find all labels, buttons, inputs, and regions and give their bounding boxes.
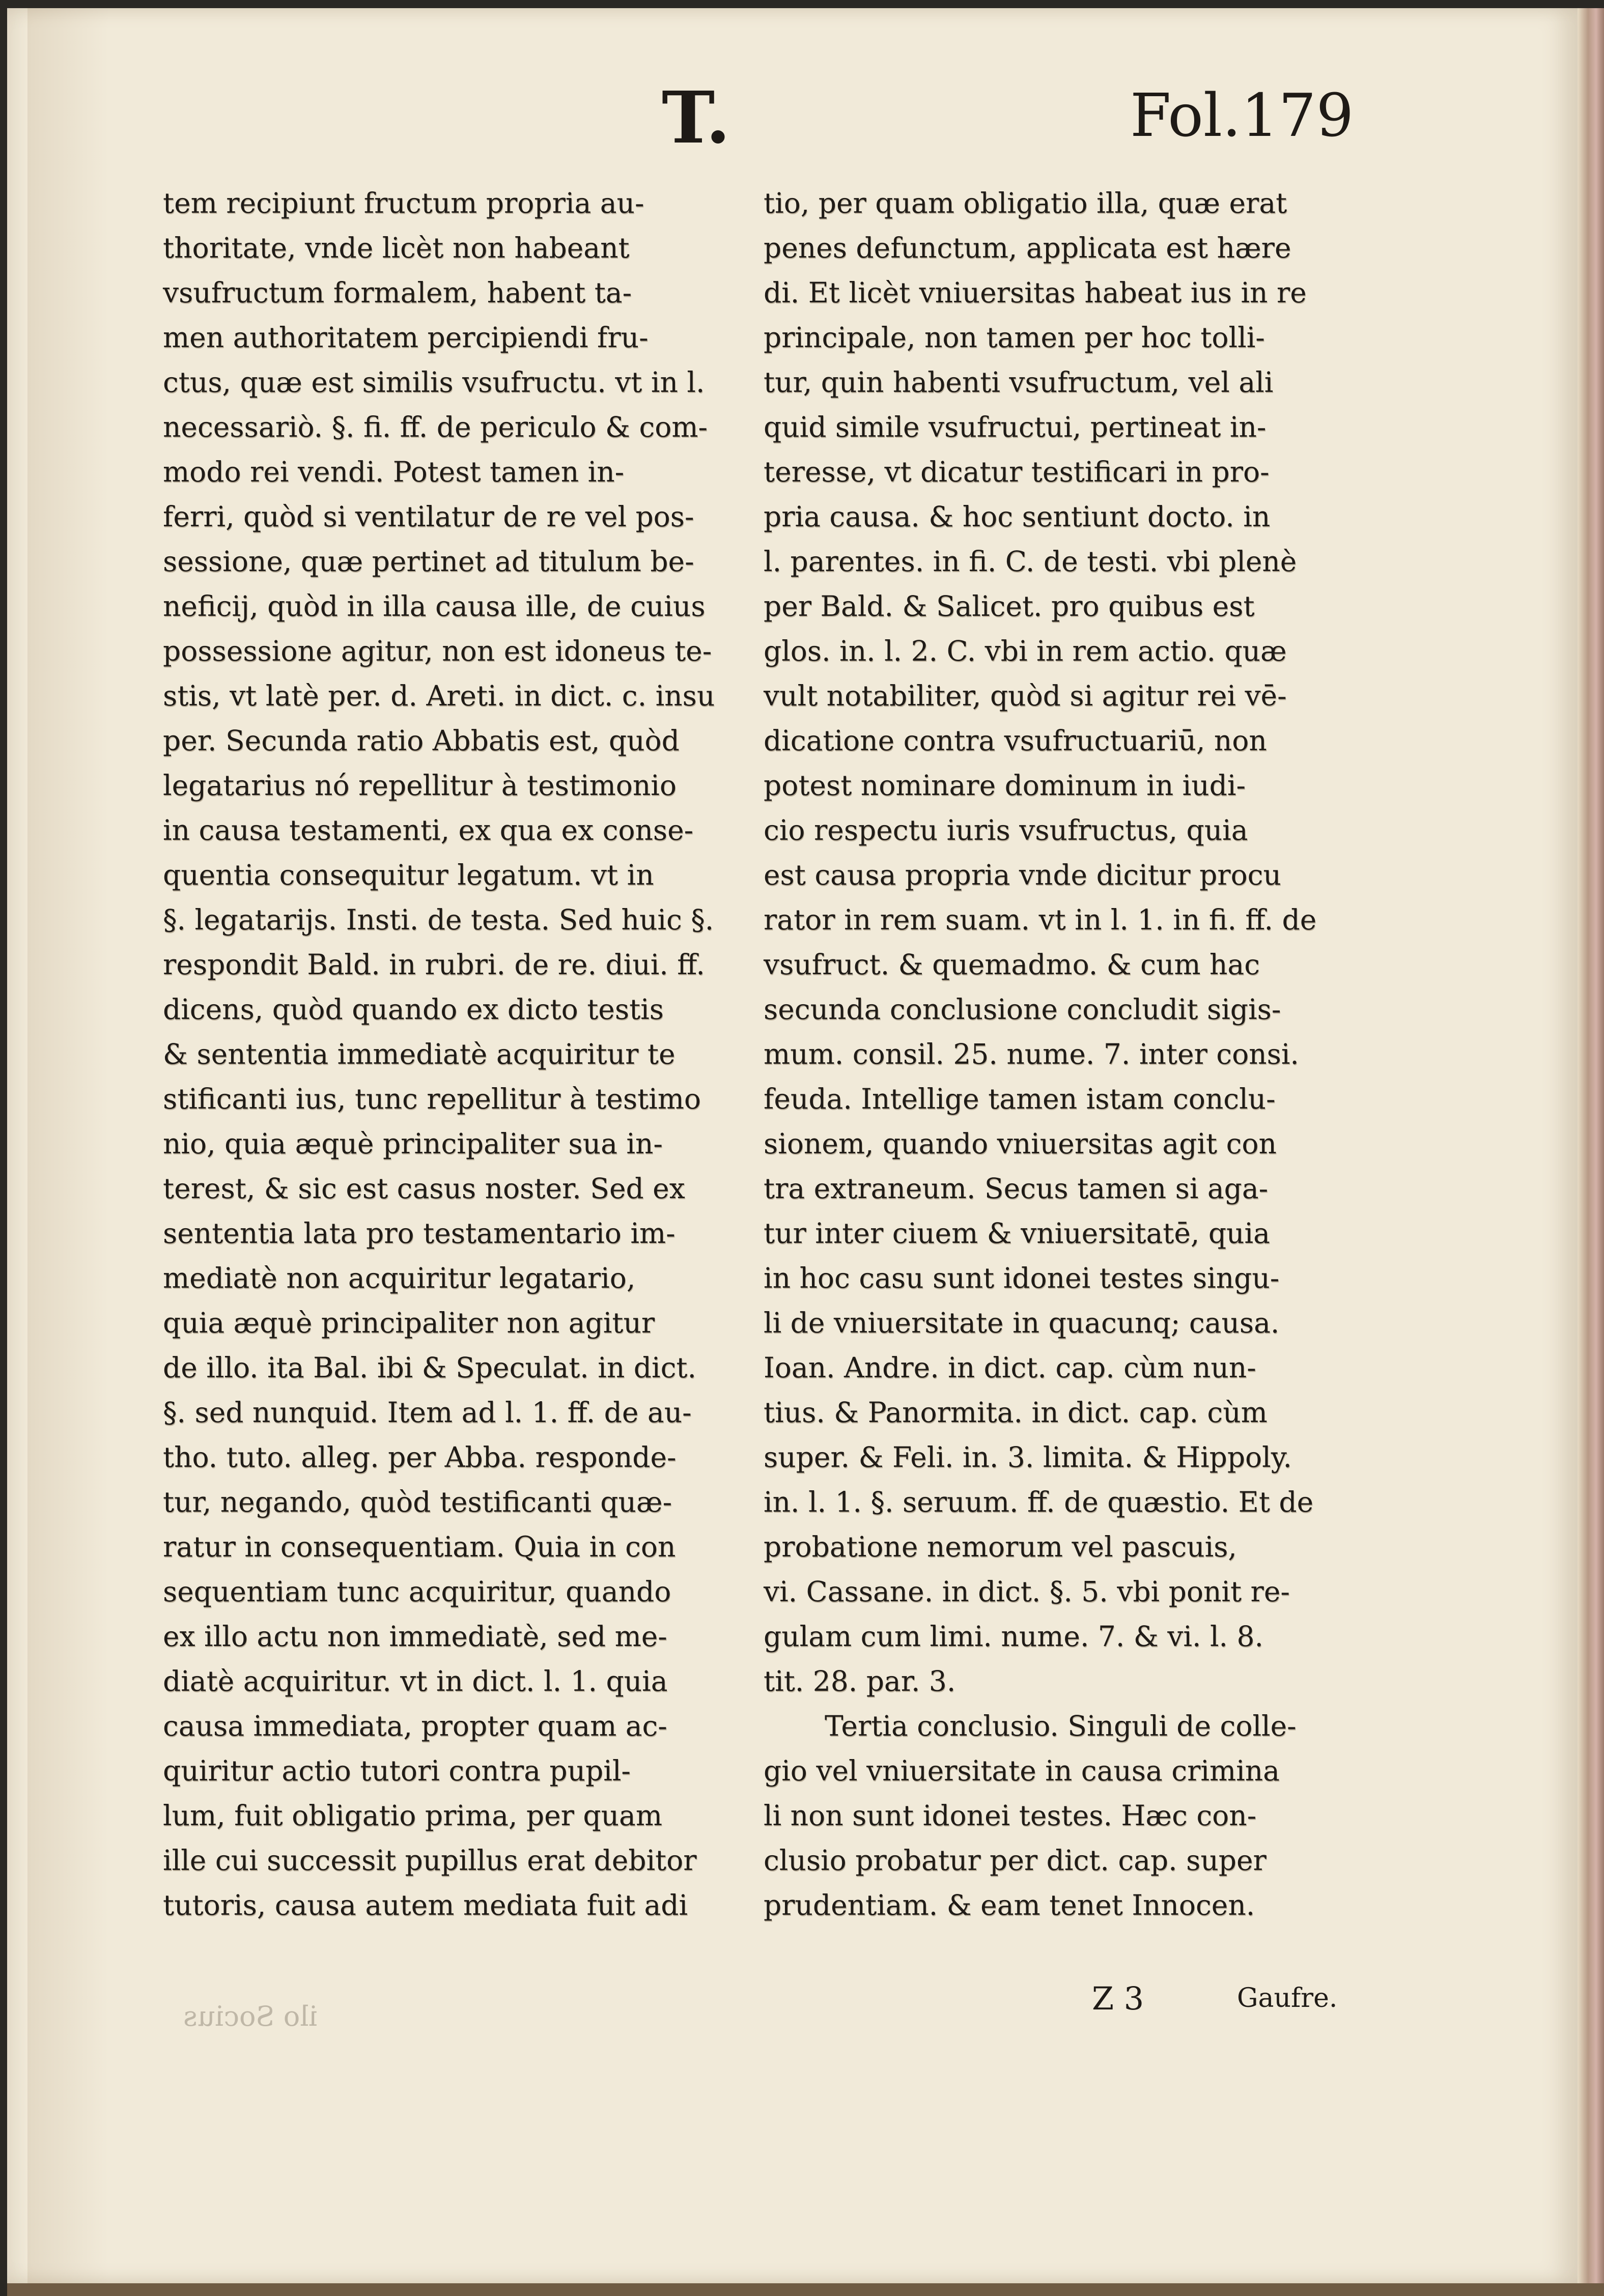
text-line: ctus, quæ est similis vsufructu. vt in l. (163, 366, 705, 399)
text-line: tutoris, causa autem mediata fuit adi (163, 1889, 688, 1921)
text-line: tem recipiunt fructum propria au- (163, 187, 644, 219)
text-line: tur, quin habenti vsufructum, vel ali (764, 366, 1274, 399)
text-line: sionem, quando vniuersitas agit con (764, 1127, 1277, 1160)
text-line: potest nominare dominum in iudi- (764, 769, 1246, 802)
catchword: Gaufre. (1237, 1983, 1338, 2014)
text-line: quid simile vsufructui, pertineat in- (764, 411, 1267, 443)
text-line: causa immediata, propter quam ac- (163, 1710, 667, 1742)
text-line: tit. 28. par. 3. (764, 1665, 956, 1697)
text-line: §. sed nunquid. Item ad l. 1. ff. de au- (163, 1396, 692, 1429)
text-line: possessione agitur, non est idoneus te- (163, 635, 712, 667)
text-line: prudentiam. & eam tenet Innocen. (764, 1889, 1255, 1921)
text-line: in. l. 1. §. seruum. ff. de quæstio. Et de (764, 1486, 1314, 1518)
text-line: penes defunctum, applicata est hære (764, 232, 1291, 264)
text-line: li non sunt idonei testes. Hæc con- (764, 1799, 1257, 1832)
text-line: per Bald. & Salicet. pro quibus est (764, 590, 1255, 622)
text-line: nio, quia æquè principaliter sua in- (163, 1127, 663, 1160)
text-line: principale, non tamen per hoc tolli- (764, 321, 1265, 354)
text-line: de illo. ita Bal. ibi & Speculat. in dict. (163, 1351, 696, 1384)
text-column-left (163, 181, 753, 1927)
text-line: secunda conclusione concludit sigis- (764, 993, 1281, 1026)
text-line: stificanti ius, tunc repellitur à testimo (163, 1083, 701, 1115)
gutter-shadow (27, 8, 109, 2283)
text-line: ratur in consequentiam. Quia in con (163, 1530, 676, 1563)
text-column-right (764, 181, 1354, 1927)
text-line: tur, negando, quòd testificanti quæ- (163, 1486, 672, 1518)
text-line: stis, vt latè per. d. Areti. in dict. c. insu (163, 679, 715, 712)
text-line: legatarius nó repellitur à testimonio (163, 769, 677, 802)
text-line: neficij, quòd in illa causa ille, de cuius (163, 590, 706, 622)
text-line: pria causa. & hoc sentiunt docto. in (764, 500, 1271, 533)
text-line: sequentiam tunc acquiritur, quando (163, 1575, 671, 1608)
text-line: vi. Cassane. in dict. §. 5. vbi ponit re- (764, 1575, 1290, 1608)
text-line: li de vniuersitate in quacunq; causa. (764, 1307, 1280, 1339)
text-line: teresse, vt dicatur testificari in pro- (764, 456, 1270, 488)
text-line: tur inter ciuem & vniuersitatē, quia (764, 1217, 1270, 1250)
text-line: terest, & sic est casus noster. Sed ex (163, 1172, 685, 1205)
text-line: tra extraneum. Secus tamen si aga- (764, 1172, 1269, 1205)
text-line: tius. & Panormita. in dict. cap. cùm (764, 1396, 1268, 1429)
text-line: tho. tuto. alleg. per Abba. responde- (163, 1441, 677, 1473)
text-line: lum, fuit obligatio prima, per quam (163, 1799, 662, 1832)
text-line: mum. consil. 25. nume. 7. inter consi. (764, 1038, 1299, 1070)
text-line: ex illo actu non immediatè, sed me- (163, 1620, 667, 1653)
text-line: probatione nemorum vel pascuis, (764, 1530, 1237, 1563)
text-line: modo rei vendi. Potest tamen in- (163, 456, 625, 488)
text-line: l. parentes. in fi. C. de testi. vbi plenè (764, 545, 1297, 578)
text-line: necessariò. §. fi. ff. de periculo & com- (163, 411, 708, 443)
text-line: & sententia immediatè acquiritur te (163, 1038, 676, 1070)
text-line: vsufruct. & quemadmo. & cum hac (764, 948, 1260, 981)
text-line: gulam cum limi. nume. 7. & vi. l. 8. (764, 1620, 1263, 1653)
text-line: §. legatarijs. Insti. de testa. Sed huic §. (163, 903, 714, 936)
folio-number: Fol.179 (1130, 81, 1354, 150)
text-line: quiritur actio tutori contra pupil- (163, 1754, 631, 1787)
text-line: glos. in. l. 2. C. vbi in rem actio. quæ (764, 635, 1287, 667)
text-line: super. & Feli. in. 3. limita. & Hippoly. (764, 1441, 1292, 1473)
text-line: vsufructum formalem, habent ta- (163, 276, 632, 309)
text-line: sessione, quæ pertinet ad titulum be- (163, 545, 694, 578)
text-line: feuda. Intellige tamen istam conclu- (764, 1083, 1276, 1115)
running-head: T. (662, 76, 730, 160)
text-line: dicatione contra vsufructuariū, non (764, 724, 1267, 757)
text-line: per. Secunda ratio Abbatis est, quòd (163, 724, 680, 757)
text-line: quia æquè principaliter non agitur (163, 1307, 655, 1339)
page-edge-right (1578, 8, 1604, 2283)
text-line: rator in rem suam. vt in l. 1. in fi. ff. de (764, 903, 1317, 936)
text-line: respondit Bald. in rubri. de re. diui. ff. (163, 948, 705, 981)
text-line: in hoc casu sunt idonei testes singu- (764, 1262, 1280, 1294)
text-line: vult notabiliter, quòd si agitur rei vē- (764, 679, 1287, 712)
text-line: thoritate, vnde licèt non habeant (163, 232, 630, 264)
page-edge-bottom (7, 2283, 1604, 2296)
text-line: cio respectu iuris vsufructus, quia (764, 814, 1248, 846)
text-line: ille cui successit pupillus erat debitor (163, 1844, 697, 1877)
text-line: Ioan. Andre. in dict. cap. cùm nun- (764, 1351, 1256, 1384)
text-line: clusio probatur per dict. cap. super (764, 1844, 1267, 1877)
text-line: quentia consequitur legatum. vt in (163, 859, 654, 891)
text-line: tio, per quam obligatio illa, quæ erat (764, 187, 1287, 219)
text-line: men authoritatem percipiendi fru- (163, 321, 649, 354)
show-through-text: ilo Socius (183, 2000, 318, 2032)
text-line: gio vel vniuersitate in causa crimina (764, 1754, 1280, 1787)
text-line: in causa testamenti, ex qua ex conse- (163, 814, 694, 846)
text-line: dicens, quòd quando ex dicto testis (163, 993, 664, 1026)
text-line: diatè acquiritur. vt in dict. l. 1. quia (163, 1665, 668, 1697)
text-line: Tertia conclusio. Singuli de colle- (825, 1710, 1297, 1742)
text-line: est causa propria vnde dicitur procu (764, 859, 1281, 891)
signature-mark: Z 3 (1092, 1980, 1144, 2017)
text-line: di. Et licèt vniuersitas habeat ius in re (764, 276, 1307, 309)
text-line: mediatè non acquiritur legatario, (163, 1262, 636, 1294)
text-line: sententia lata pro testamentario im- (163, 1217, 676, 1250)
text-line: ferri, quòd si ventilatur de re vel pos- (163, 500, 694, 533)
